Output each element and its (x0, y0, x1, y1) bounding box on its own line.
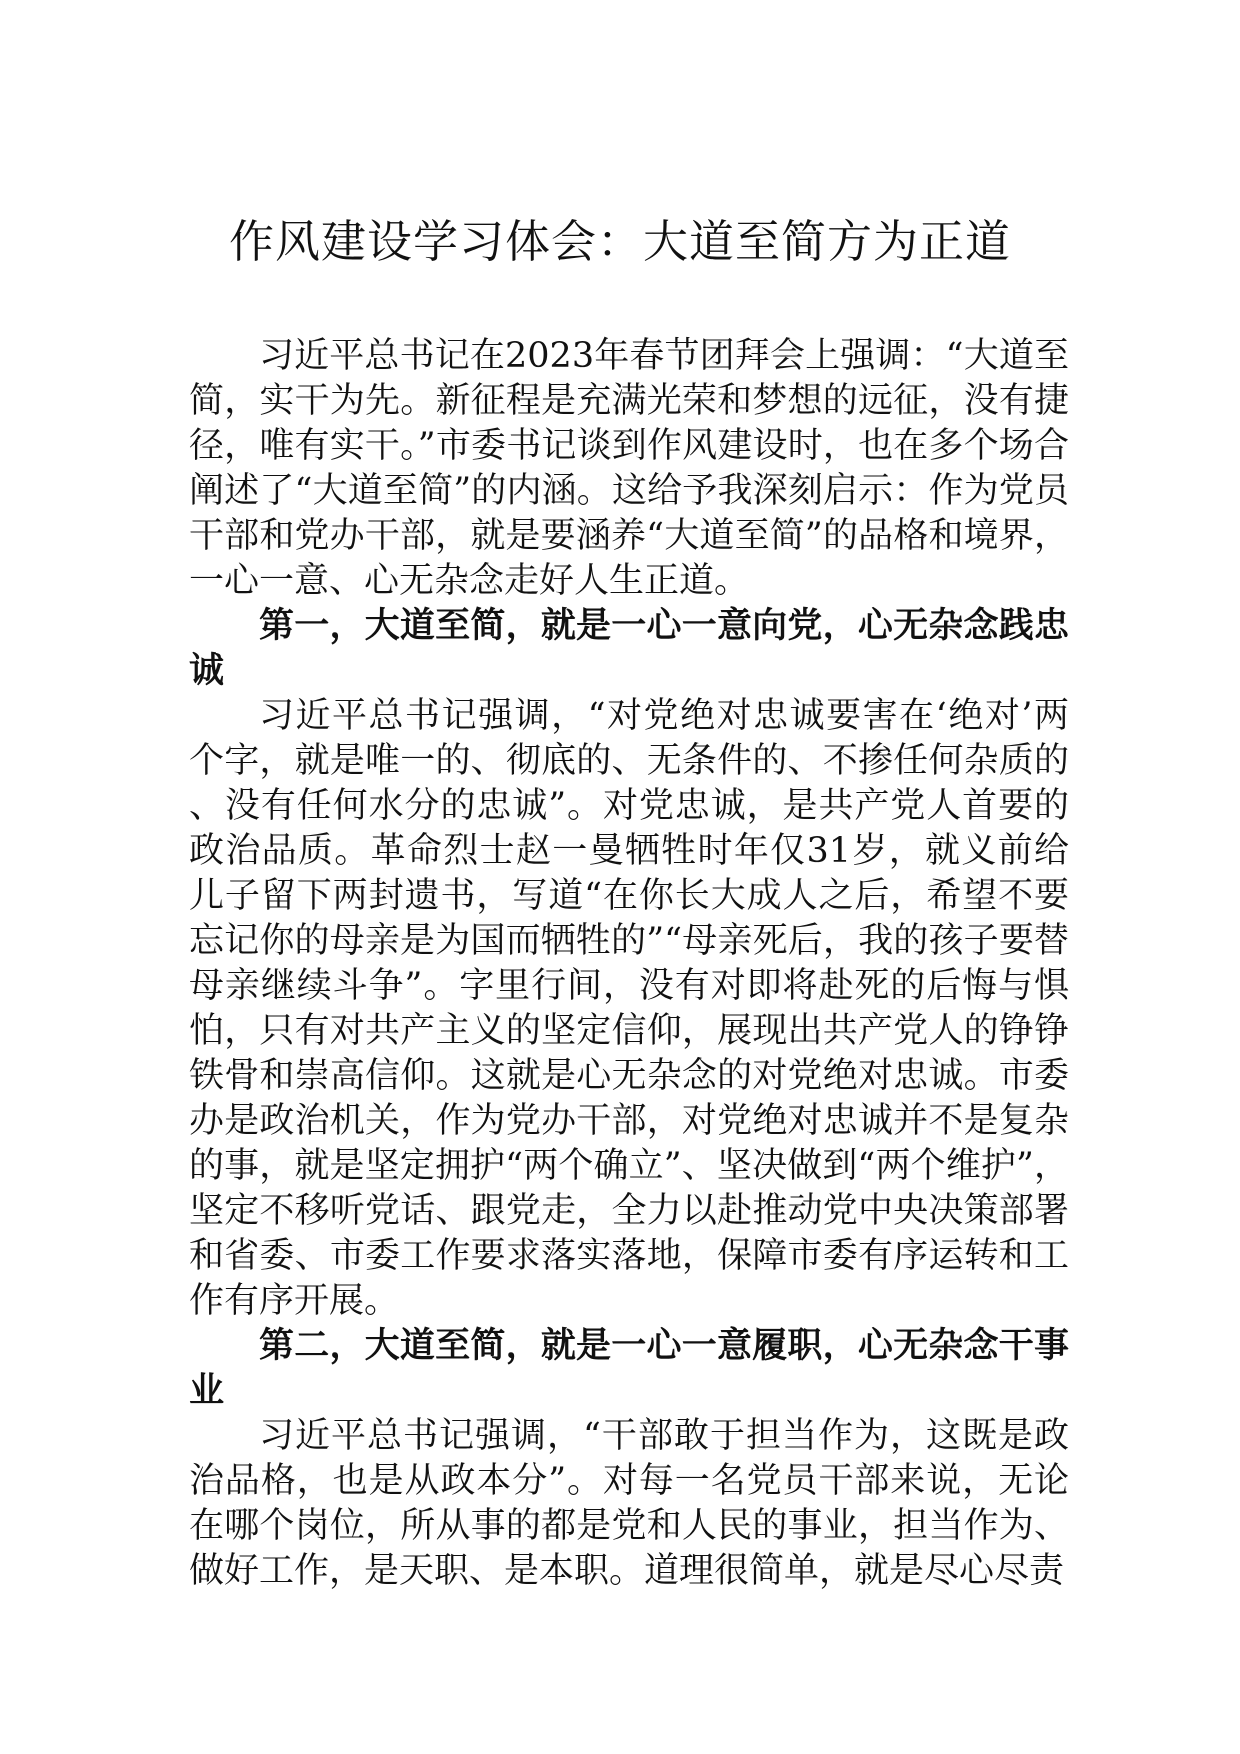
document-title: 作风建设学习体会：大道至简方为正道 (228, 215, 1011, 268)
section-heading-2: 第二，大道至简，就是一心一意履职，心无杂念干事业 (189, 1326, 1069, 1411)
paragraph-section-2: 习近平总书记强调，“干部敢于担当作为，这既是政治品格，也是从政本分”。对每一名党员干部来说，无论在哪个岗位，所从事的都是党和人民的事业，担当作为、做好工作，是天职、是本职。道理很简单，就是尽心尽责 (189, 1416, 1069, 1591)
paragraph-intro: 习近平总书记在2023年春节团拜会上强调：“大道至简，实干为先。新征程是充满光荣和梦想的远征，没有捷径，唯有实干。”市委书记谈到作风建设时，也在多个场合阐述了“大道至简”的内涵。这给予我深刻启示：作为党员干部和党办干部，就是要涵养“大道至简”的品格和境界，一心一意、心无杂念走好人生正道。 (189, 336, 1069, 601)
paragraph-section-1: 习近平总书记强调，“对党绝对忠诚要害在‘绝对’两个字，就是唯一的、彻底的、无条件的、不掺任何杂质的、没有任何水分的忠诚”。对党忠诚，是共产党人首要的政治品质。革命烈士赵一曼牺牲时年仅31岁，就义前给儿子留下两封遗书，写道“在你长大成人之后，希望不要忘记你的母亲是为国而牺牲的”“母亲死后，我的孩子要替母亲继续斗争”。字里行间，没有对即将赴死的后悔与惧怕，只有对共产主义的坚定信仰，展现出共产党人的铮铮铁骨和崇高信仰。这就是心无杂念的对党绝对忠诚。市委办是政治机关，作为党办干部，对党绝对忠诚并不是复杂的事，就是坚定拥护“两个确立”、坚决做到“两个维护”，坚定不移听党话、跟党走，全力以赴推动党中央决策部署和省委、市委工作要求落实落地，保障市委有序运转和工作有序开展。 (189, 696, 1069, 1321)
section-heading-1: 第一，大道至简，就是一心一意向党，心无杂念践忠诚 (189, 606, 1069, 691)
document-body (189, 334, 1069, 1594)
